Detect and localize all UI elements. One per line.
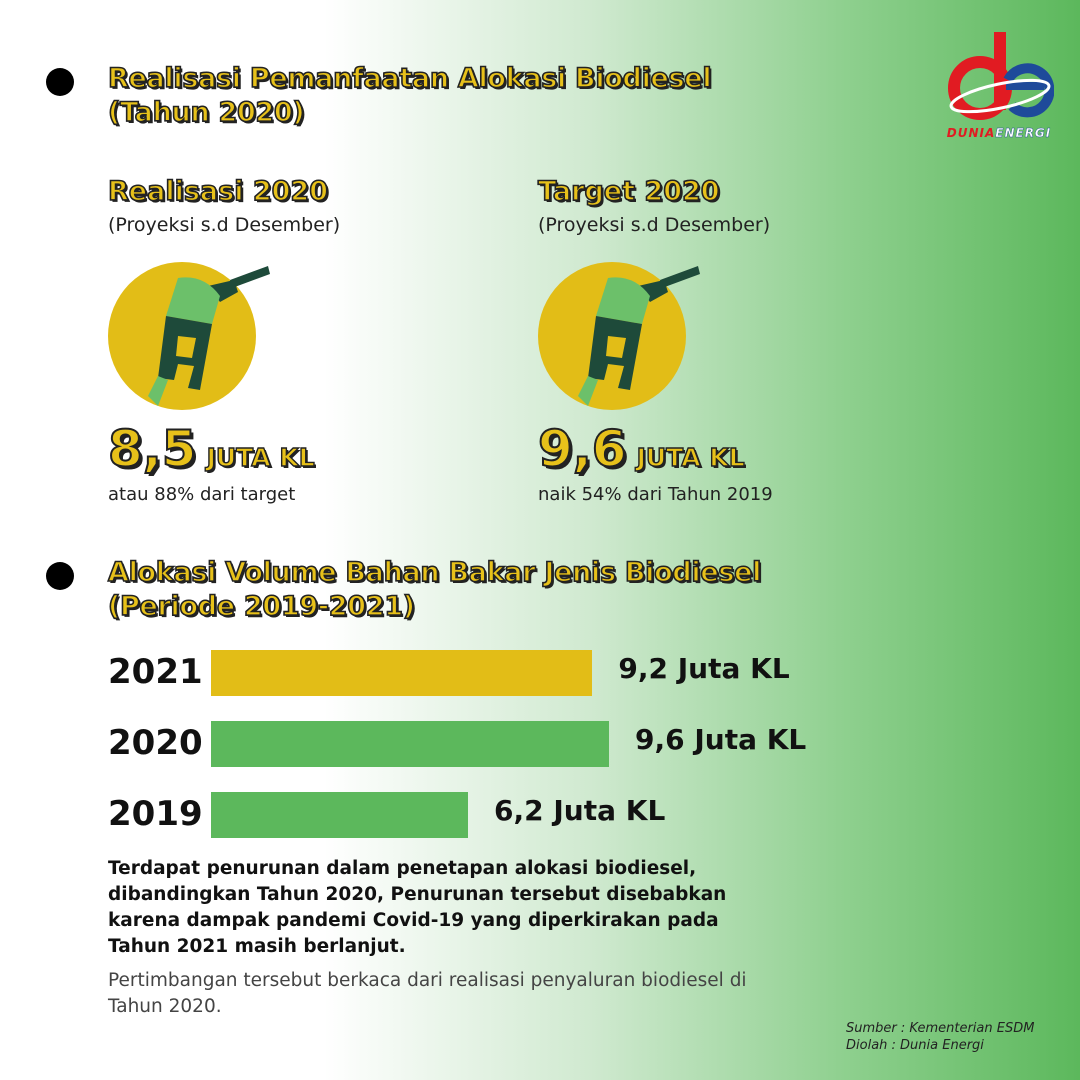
section1-title: Realisasi Pemanfaatan Alokasi Biodiesel (Tahun 2020) [108, 63, 712, 128]
section1-bullet [46, 68, 74, 96]
bar-2020 [211, 721, 609, 767]
bar-value-label: 9,6 Juta KL [635, 723, 807, 756]
logo-mark-icon [944, 30, 1054, 126]
realisasi-note: (Proyeksi s.d Desember) [108, 214, 341, 236]
target-heading: Target 2020 [538, 176, 720, 207]
target-value: 9,6 JUTA KL [538, 420, 745, 478]
consideration-paragraph: Pertimbangan tersebut berkaca dari realisasi penyaluran biodiesel di Tahun 2020. [108, 970, 747, 1017]
bar-category-label: 2020 [108, 723, 203, 763]
section2-title: Alokasi Volume Bahan Bakar Jenis Biodiesel (Periode 2019-2021) [108, 557, 762, 622]
bar-2021 [211, 650, 592, 696]
bar-value-label: 6,2 Juta KL [494, 794, 666, 827]
source-note: Sumber : Kementerian ESDM Diolah : Dunia Energi [846, 1021, 1035, 1053]
target-caption: naik 54% dari Tahun 2019 [538, 484, 773, 505]
bar-category-label: 2019 [108, 794, 203, 834]
fuel-nozzle-icon [538, 258, 708, 414]
logo-text: DUNIAENERGI [946, 126, 1052, 140]
realisasi-value: 8,5 JUTA KL [108, 420, 315, 478]
bar-2019 [211, 792, 468, 838]
bar-value-label: 9,2 Juta KL [618, 652, 790, 685]
bar-category-label: 2021 [108, 652, 203, 692]
explanation-paragraph: Terdapat penurunan dalam penetapan alokasi biodiesel, dibandingkan Tahun 2020, Penurunan tersebut disebabkan karena dampak pandemi Covid-19 yang diperkirakan pada Tahun 2021 masih berlanjut. [108, 858, 727, 957]
section2-bullet [46, 562, 74, 590]
realisasi-caption: atau 88% dari target [108, 484, 296, 505]
realisasi-heading: Realisasi 2020 [108, 176, 328, 207]
dunia-energi-logo [944, 30, 1054, 150]
target-note: (Proyeksi s.d Desember) [538, 214, 771, 236]
fuel-nozzle-icon [108, 258, 278, 414]
